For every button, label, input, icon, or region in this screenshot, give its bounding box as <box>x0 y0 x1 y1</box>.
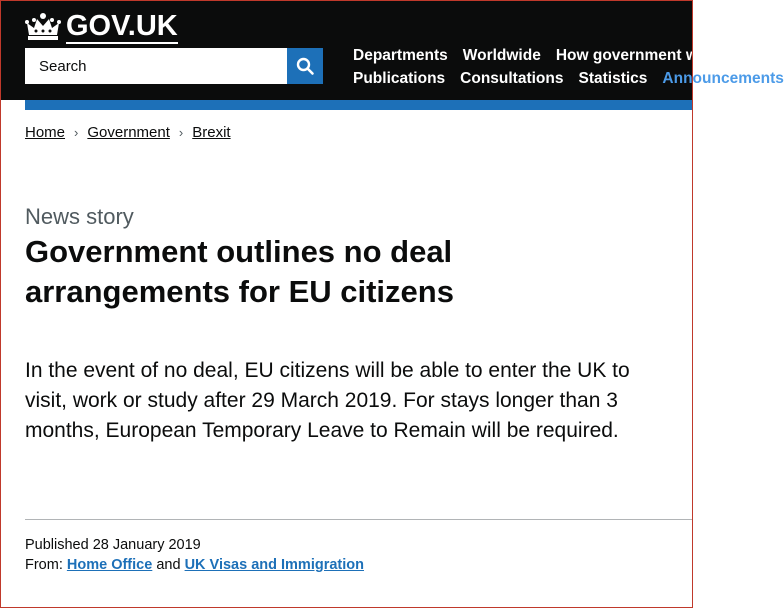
published-date: Published 28 January 2019 <box>25 537 201 553</box>
page-title: Government outlines no deal arrangements for EU citizens <box>25 234 454 309</box>
search-form <box>25 48 323 84</box>
article-summary: In the event of no deal, EU citizens will be able to enter the UK to visit, work or study after 29 March 2019. For stays longer than 3 months, European Temporary Leave to Remain will be required. <box>25 359 630 442</box>
nav-link-consultations[interactable]: Consultations <box>460 70 564 87</box>
chevron-right-icon: › <box>74 125 79 140</box>
breadcrumb <box>25 124 231 141</box>
org-link-uk-visas-immigration[interactable]: UK Visas and Immigration <box>184 557 364 573</box>
breadcrumb-link-brexit[interactable]: Brexit <box>192 124 231 141</box>
nav-link-worldwide[interactable]: Worldwide <box>462 47 541 64</box>
breadcrumb-link-home[interactable]: Home <box>25 124 66 141</box>
nav-row-secondary <box>353 67 784 90</box>
header-accent-bar <box>25 100 693 110</box>
from-label: From: <box>25 557 63 573</box>
from-line <box>25 555 364 575</box>
main-nav <box>353 44 784 90</box>
nav-row-primary <box>353 44 731 67</box>
publication-metadata <box>25 535 364 575</box>
nav-link-how-government-works[interactable]: How government works <box>555 47 731 64</box>
content-type-label: News story <box>25 204 134 229</box>
govuk-logo-link[interactable] <box>24 10 178 44</box>
logo-text: GOV.UK <box>66 10 178 42</box>
breadcrumb-link-government[interactable]: Government <box>87 124 170 141</box>
chevron-right-icon: › <box>178 125 184 140</box>
site-header <box>0 0 784 100</box>
search-input[interactable]: Search <box>25 48 287 84</box>
nav-link-publications[interactable]: Publications <box>353 70 446 87</box>
nav-link-departments[interactable]: Departments <box>353 47 448 64</box>
org-link-home-office[interactable]: Home Office <box>66 557 153 573</box>
divider <box>25 519 693 520</box>
search-button[interactable] <box>287 48 323 84</box>
and-text: and <box>156 557 181 573</box>
nav-link-announcements[interactable]: Announcements <box>662 70 784 87</box>
nav-link-statistics[interactable]: Statistics <box>578 70 648 87</box>
crown-icon <box>24 12 62 42</box>
search-icon <box>296 57 314 75</box>
